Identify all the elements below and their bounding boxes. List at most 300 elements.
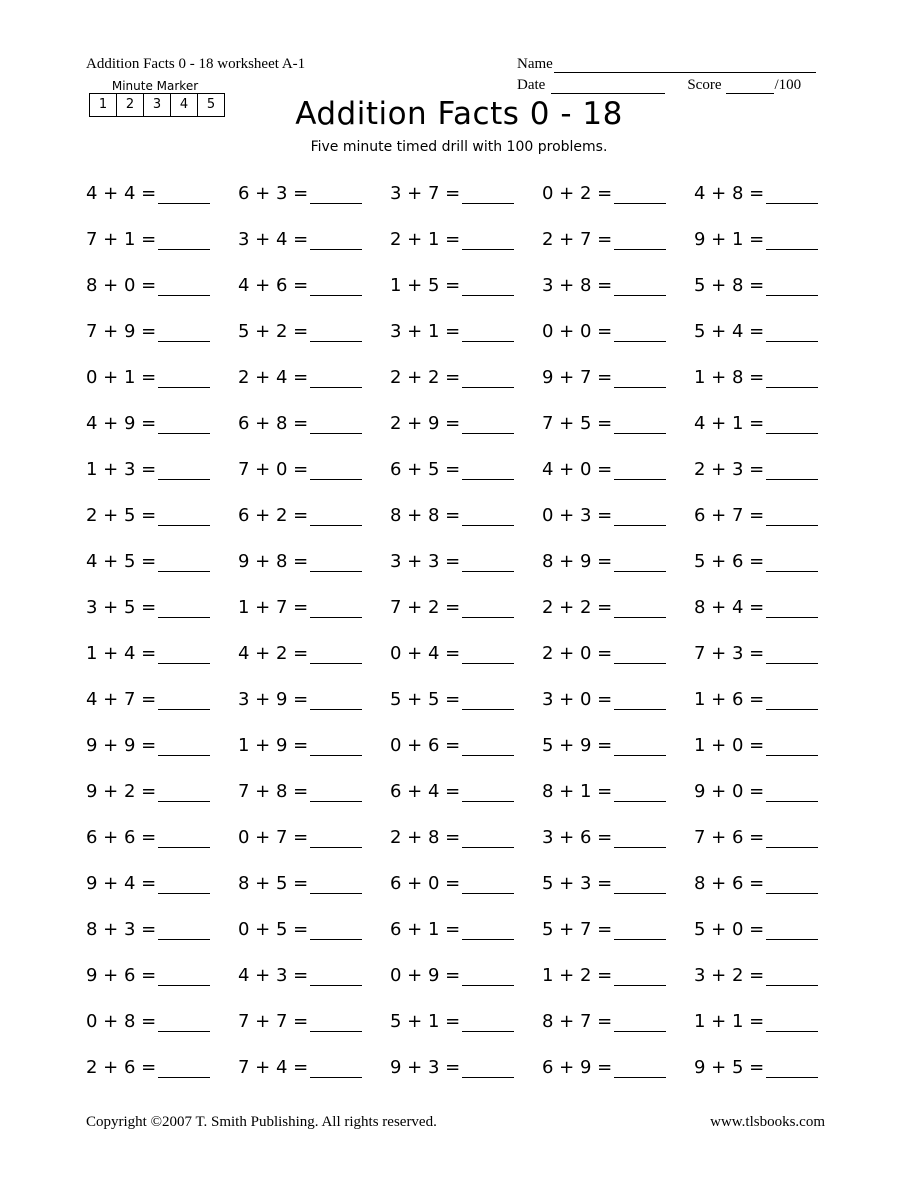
answer-blank[interactable]: [310, 965, 362, 986]
problem-row: [86, 860, 846, 906]
answer-blank[interactable]: [614, 735, 666, 756]
problem-expression: 7 + 6 =: [694, 827, 765, 848]
problem: [86, 364, 238, 390]
date-score-row: [517, 77, 801, 94]
answer-blank[interactable]: [158, 459, 210, 480]
problem-expression: 2 + 9 =: [390, 413, 461, 434]
problem-expression: 4 + 7 =: [86, 689, 157, 710]
score-field[interactable]: [726, 79, 774, 94]
problem-expression: 5 + 2 =: [238, 321, 309, 342]
answer-blank[interactable]: [766, 275, 818, 296]
problem-expression: 5 + 9 =: [542, 735, 613, 756]
problem: [542, 732, 694, 758]
problem-expression: 9 + 7 =: [542, 367, 613, 388]
problem-expression: 6 + 8 =: [238, 413, 309, 434]
name-label: Name: [517, 56, 553, 72]
score-total: /100: [774, 77, 802, 93]
problem-expression: 0 + 2 =: [542, 183, 613, 204]
problem: [694, 686, 846, 712]
problem-row: [86, 584, 846, 630]
problem-expression: 2 + 2 =: [542, 597, 613, 618]
problem-expression: 3 + 7 =: [390, 183, 461, 204]
answer-blank[interactable]: [614, 551, 666, 572]
problem: [542, 870, 694, 896]
minute-box-1[interactable]: 1: [90, 94, 117, 116]
answer-blank[interactable]: [614, 965, 666, 986]
problem-expression: 7 + 0 =: [238, 459, 309, 480]
problem: [694, 594, 846, 620]
answer-blank[interactable]: [310, 919, 362, 940]
answer-blank[interactable]: [462, 459, 514, 480]
problem-expression: 9 + 3 =: [390, 1057, 461, 1078]
problem: [238, 180, 390, 206]
problem-expression: 4 + 3 =: [238, 965, 309, 986]
problem-expression: 0 + 6 =: [390, 735, 461, 756]
answer-blank[interactable]: [614, 781, 666, 802]
minute-box-5[interactable]: 5: [206, 97, 216, 112]
problem-expression: 6 + 2 =: [238, 505, 309, 526]
problem-expression: 9 + 8 =: [238, 551, 309, 572]
answer-blank[interactable]: [614, 505, 666, 526]
answer-blank[interactable]: [462, 413, 514, 434]
problem-row: [86, 216, 846, 262]
problem-row: [86, 446, 846, 492]
answer-blank[interactable]: [158, 551, 210, 572]
answer-blank[interactable]: [614, 459, 666, 480]
problem-expression: 0 + 4 =: [390, 643, 461, 664]
answer-blank[interactable]: [766, 919, 818, 940]
answer-blank[interactable]: [310, 321, 362, 342]
problem-expression: 2 + 1 =: [390, 229, 461, 250]
problem: [390, 686, 542, 712]
problem: [390, 318, 542, 344]
problem-expression: 2 + 0 =: [542, 643, 613, 664]
answer-blank[interactable]: [158, 367, 210, 388]
problem-expression: 0 + 5 =: [238, 919, 309, 940]
problem-expression: 7 + 8 =: [238, 781, 309, 802]
problem: [694, 732, 846, 758]
problem-expression: 8 + 9 =: [542, 551, 613, 572]
answer-blank[interactable]: [462, 781, 514, 802]
problem-expression: 8 + 6 =: [694, 873, 765, 894]
problem-expression: 1 + 0 =: [694, 735, 765, 756]
problem-expression: 2 + 5 =: [86, 505, 157, 526]
problem-grid: [86, 170, 846, 1090]
problem-row: [86, 1044, 846, 1090]
problem: [238, 686, 390, 712]
problem: [542, 502, 694, 528]
problem: [694, 456, 846, 482]
problem: [238, 824, 390, 850]
problem: [86, 778, 238, 804]
date-label: Date: [517, 77, 546, 93]
problem: [542, 226, 694, 252]
problem: [86, 318, 238, 344]
answer-blank[interactable]: [462, 1057, 514, 1078]
problem: [86, 456, 238, 482]
problem-expression: 5 + 4 =: [694, 321, 765, 342]
problem-row: [86, 814, 846, 860]
problem-expression: 6 + 7 =: [694, 505, 765, 526]
score-label: Score: [687, 77, 722, 93]
problem-row: [86, 998, 846, 1044]
answer-blank[interactable]: [158, 965, 210, 986]
copyright-text: Copyright ©2007 T. Smith Publishing. All rights reserved.: [86, 1114, 437, 1130]
problem-expression: 3 + 3 =: [390, 551, 461, 572]
problem: [86, 1054, 238, 1080]
answer-blank[interactable]: [462, 229, 514, 250]
problem-expression: 1 + 2 =: [542, 965, 613, 986]
problem-expression: 5 + 1 =: [390, 1011, 461, 1032]
answer-blank[interactable]: [766, 321, 818, 342]
answer-blank[interactable]: [310, 505, 362, 526]
problem: [390, 1008, 542, 1034]
problem: [694, 180, 846, 206]
problem: [390, 364, 542, 390]
answer-blank[interactable]: [310, 1011, 362, 1032]
problem-row: [86, 400, 846, 446]
problem-expression: 3 + 8 =: [542, 275, 613, 296]
answer-blank[interactable]: [310, 643, 362, 664]
problem: [390, 180, 542, 206]
problem-expression: 3 + 1 =: [390, 321, 461, 342]
answer-blank[interactable]: [158, 643, 210, 664]
problem: [542, 824, 694, 850]
problem: [238, 272, 390, 298]
problem: [542, 1054, 694, 1080]
answer-blank[interactable]: [766, 689, 818, 710]
answer-blank[interactable]: [766, 1057, 818, 1078]
answer-blank[interactable]: [462, 321, 514, 342]
answer-blank[interactable]: [462, 919, 514, 940]
answer-blank[interactable]: [766, 735, 818, 756]
problem-expression: 6 + 0 =: [390, 873, 461, 894]
answer-blank[interactable]: [766, 505, 818, 526]
answer-blank[interactable]: [614, 413, 666, 434]
problem-expression: 7 + 1 =: [86, 229, 157, 250]
answer-blank[interactable]: [766, 183, 818, 204]
answer-blank[interactable]: [614, 275, 666, 296]
answer-blank[interactable]: [310, 183, 362, 204]
problem: [238, 1054, 390, 1080]
problem: [238, 732, 390, 758]
problem-expression: 1 + 3 =: [86, 459, 157, 480]
answer-blank[interactable]: [614, 1011, 666, 1032]
answer-blank[interactable]: [766, 367, 818, 388]
problem: [238, 364, 390, 390]
problem-expression: 2 + 8 =: [390, 827, 461, 848]
answer-blank[interactable]: [158, 781, 210, 802]
problem: [86, 548, 238, 574]
problem: [390, 640, 542, 666]
answer-blank[interactable]: [614, 367, 666, 388]
problem: [390, 824, 542, 850]
problem-expression: 2 + 2 =: [390, 367, 461, 388]
page-title: Addition Facts 0 - 18: [295, 96, 623, 132]
problem: [542, 962, 694, 988]
problem: [86, 226, 238, 252]
problem: [694, 318, 846, 344]
date-field[interactable]: [551, 79, 665, 94]
answer-blank[interactable]: [158, 321, 210, 342]
problem: [390, 410, 542, 436]
problem-expression: 3 + 5 =: [86, 597, 157, 618]
answer-blank[interactable]: [766, 413, 818, 434]
answer-blank[interactable]: [158, 505, 210, 526]
page-subtitle: Five minute timed drill with 100 problems.: [310, 139, 608, 155]
problem: [86, 824, 238, 850]
problem: [390, 456, 542, 482]
problem: [542, 456, 694, 482]
problem: [542, 594, 694, 620]
problem-expression: 0 + 1 =: [86, 367, 157, 388]
problem-expression: 8 + 5 =: [238, 873, 309, 894]
problem-expression: 1 + 9 =: [238, 735, 309, 756]
answer-blank[interactable]: [614, 873, 666, 894]
problem: [390, 778, 542, 804]
problem-expression: 7 + 5 =: [542, 413, 613, 434]
answer-blank[interactable]: [310, 689, 362, 710]
answer-blank[interactable]: [462, 367, 514, 388]
problem-row: [86, 262, 846, 308]
answer-blank[interactable]: [614, 597, 666, 618]
answer-blank[interactable]: [310, 275, 362, 296]
problem-expression: 1 + 6 =: [694, 689, 765, 710]
answer-blank[interactable]: [158, 873, 210, 894]
answer-blank[interactable]: [766, 643, 818, 664]
problem: [694, 272, 846, 298]
problem-expression: 4 + 4 =: [86, 183, 157, 204]
answer-blank[interactable]: [310, 459, 362, 480]
answer-blank[interactable]: [310, 827, 362, 848]
problem-expression: 5 + 3 =: [542, 873, 613, 894]
answer-blank[interactable]: [462, 597, 514, 618]
answer-blank[interactable]: [462, 275, 514, 296]
problem-expression: 9 + 0 =: [694, 781, 765, 802]
problem-expression: 1 + 8 =: [694, 367, 765, 388]
problem-expression: 8 + 0 =: [86, 275, 157, 296]
problem: [542, 640, 694, 666]
website-link[interactable]: www.tlsbooks.com: [710, 1114, 825, 1130]
answer-blank[interactable]: [766, 781, 818, 802]
problem-row: [86, 630, 846, 676]
problem: [390, 502, 542, 528]
problem-expression: 3 + 9 =: [238, 689, 309, 710]
problem: [86, 870, 238, 896]
problem: [542, 318, 694, 344]
problem-expression: 6 + 9 =: [542, 1057, 613, 1078]
answer-blank[interactable]: [462, 873, 514, 894]
problem: [86, 686, 238, 712]
problem: [238, 548, 390, 574]
problem: [238, 226, 390, 252]
problem-expression: 6 + 1 =: [390, 919, 461, 940]
problem-row: [86, 538, 846, 584]
problem-expression: 9 + 2 =: [86, 781, 157, 802]
answer-blank[interactable]: [766, 965, 818, 986]
problem: [238, 456, 390, 482]
problem-expression: 4 + 0 =: [542, 459, 613, 480]
answer-blank[interactable]: [614, 1057, 666, 1078]
problem-row: [86, 952, 846, 998]
problem-expression: 9 + 1 =: [694, 229, 765, 250]
problem-expression: 6 + 4 =: [390, 781, 461, 802]
problem: [238, 962, 390, 988]
problem-expression: 1 + 1 =: [694, 1011, 765, 1032]
problem: [542, 364, 694, 390]
problem: [390, 548, 542, 574]
answer-blank[interactable]: [614, 827, 666, 848]
answer-blank[interactable]: [310, 781, 362, 802]
problem-expression: 9 + 9 =: [86, 735, 157, 756]
worksheet-label: Addition Facts 0 - 18 worksheet A-1: [86, 56, 306, 72]
answer-blank[interactable]: [462, 551, 514, 572]
problem: [694, 1054, 846, 1080]
problem-expression: 2 + 6 =: [86, 1057, 157, 1078]
answer-blank[interactable]: [158, 827, 210, 848]
problem-expression: 4 + 5 =: [86, 551, 157, 572]
problem: [238, 1008, 390, 1034]
problem: [694, 962, 846, 988]
problem: [390, 962, 542, 988]
answer-blank[interactable]: [310, 735, 362, 756]
problem: [694, 640, 846, 666]
problem-expression: 1 + 7 =: [238, 597, 309, 618]
answer-blank[interactable]: [310, 597, 362, 618]
problem-expression: 7 + 4 =: [238, 1057, 309, 1078]
answer-blank[interactable]: [462, 183, 514, 204]
problem: [542, 778, 694, 804]
problem-expression: 7 + 7 =: [238, 1011, 309, 1032]
problem: [694, 1008, 846, 1034]
answer-blank[interactable]: [766, 1011, 818, 1032]
problem-expression: 2 + 3 =: [694, 459, 765, 480]
problem: [542, 916, 694, 942]
problem: [86, 916, 238, 942]
problem-expression: 5 + 8 =: [694, 275, 765, 296]
problem-expression: 5 + 5 =: [390, 689, 461, 710]
answer-blank[interactable]: [766, 873, 818, 894]
problem: [542, 272, 694, 298]
answer-blank[interactable]: [614, 919, 666, 940]
answer-blank[interactable]: [614, 689, 666, 710]
answer-blank[interactable]: [766, 597, 818, 618]
answer-blank[interactable]: [614, 643, 666, 664]
answer-blank[interactable]: [766, 459, 818, 480]
name-field[interactable]: [554, 58, 816, 73]
answer-blank[interactable]: [158, 1057, 210, 1078]
problem: [238, 594, 390, 620]
problem: [694, 870, 846, 896]
problem-expression: 4 + 8 =: [694, 183, 765, 204]
problem-expression: 8 + 3 =: [86, 919, 157, 940]
answer-blank[interactable]: [310, 551, 362, 572]
answer-blank[interactable]: [158, 735, 210, 756]
answer-blank[interactable]: [158, 275, 210, 296]
problem-row: [86, 354, 846, 400]
problem: [694, 916, 846, 942]
answer-blank[interactable]: [158, 689, 210, 710]
problem-expression: 6 + 3 =: [238, 183, 309, 204]
problem: [86, 1008, 238, 1034]
problem-expression: 7 + 3 =: [694, 643, 765, 664]
answer-blank[interactable]: [158, 1011, 210, 1032]
minute-box-2[interactable]: 2: [117, 94, 144, 116]
problem-expression: 0 + 9 =: [390, 965, 461, 986]
problem: [238, 916, 390, 942]
problem-expression: 8 + 7 =: [542, 1011, 613, 1032]
problem: [694, 226, 846, 252]
answer-blank[interactable]: [310, 367, 362, 388]
answer-blank[interactable]: [158, 183, 210, 204]
minute-box-4[interactable]: 4: [171, 94, 198, 116]
problem-expression: 9 + 6 =: [86, 965, 157, 986]
problem: [542, 180, 694, 206]
problem: [542, 410, 694, 436]
problem-expression: 0 + 0 =: [542, 321, 613, 342]
problem-expression: 7 + 2 =: [390, 597, 461, 618]
problem: [390, 732, 542, 758]
answer-blank[interactable]: [766, 229, 818, 250]
answer-blank[interactable]: [462, 965, 514, 986]
problem-row: [86, 308, 846, 354]
answer-blank[interactable]: [158, 919, 210, 940]
problem-expression: 0 + 8 =: [86, 1011, 157, 1032]
problem-expression: 4 + 6 =: [238, 275, 309, 296]
answer-blank[interactable]: [766, 827, 818, 848]
answer-blank[interactable]: [614, 321, 666, 342]
answer-blank[interactable]: [614, 229, 666, 250]
answer-blank[interactable]: [462, 827, 514, 848]
problem: [390, 226, 542, 252]
problem: [542, 686, 694, 712]
problem-expression: 6 + 6 =: [86, 827, 157, 848]
answer-blank[interactable]: [310, 229, 362, 250]
answer-blank[interactable]: [158, 413, 210, 434]
minute-marker-label: Minute Marker: [111, 79, 199, 93]
problem: [238, 318, 390, 344]
minute-box-3[interactable]: 3: [144, 94, 171, 116]
problem-expression: 1 + 4 =: [86, 643, 157, 664]
problem: [86, 732, 238, 758]
answer-blank[interactable]: [614, 183, 666, 204]
answer-blank[interactable]: [766, 551, 818, 572]
problem-expression: 4 + 1 =: [694, 413, 765, 434]
problem: [86, 180, 238, 206]
problem-expression: 1 + 5 =: [390, 275, 461, 296]
problem-expression: 3 + 2 =: [694, 965, 765, 986]
problem: [238, 870, 390, 896]
problem-row: [86, 906, 846, 952]
answer-blank[interactable]: [310, 1057, 362, 1078]
problem: [390, 870, 542, 896]
problem-expression: 7 + 9 =: [86, 321, 157, 342]
problem: [542, 548, 694, 574]
answer-blank[interactable]: [462, 1011, 514, 1032]
problem-row: [86, 722, 846, 768]
answer-blank[interactable]: [158, 597, 210, 618]
answer-blank[interactable]: [462, 689, 514, 710]
answer-blank[interactable]: [462, 505, 514, 526]
answer-blank[interactable]: [310, 873, 362, 894]
problem: [238, 502, 390, 528]
problem-expression: 8 + 4 =: [694, 597, 765, 618]
answer-blank[interactable]: [462, 735, 514, 756]
answer-blank[interactable]: [310, 413, 362, 434]
problem-expression: 3 + 6 =: [542, 827, 613, 848]
answer-blank[interactable]: [462, 643, 514, 664]
answer-blank[interactable]: [158, 229, 210, 250]
